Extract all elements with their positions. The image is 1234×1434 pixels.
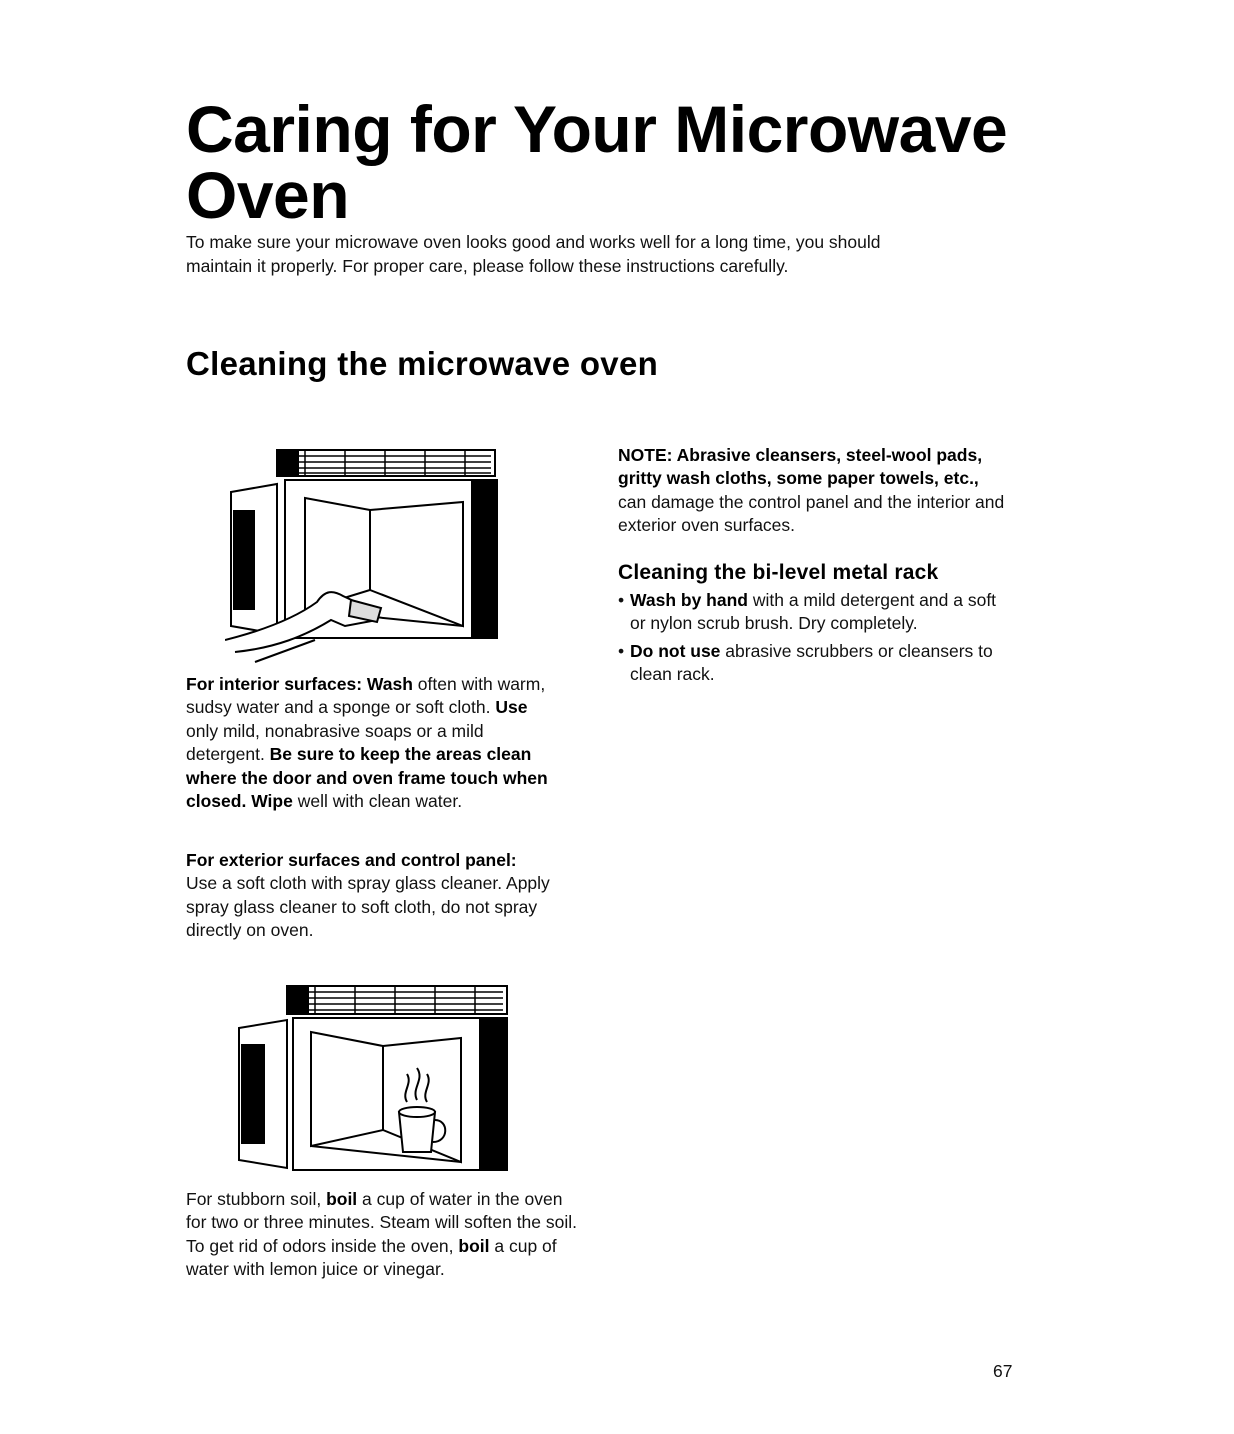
list-item: • Wash by hand with a mild detergent and a soft or nylon scrub brush. Dry completely. (618, 589, 1013, 636)
microwave-wiping-icon (225, 440, 510, 665)
rack-cleaning-heading: Cleaning the bi-level metal rack (618, 561, 939, 584)
microwave-boiling-cup-illustration (235, 980, 515, 1180)
abrasive-note: NOTE: Abrasive cleansers, steel-wool pads, gritty wash cloths, some paper towels, etc., can damage the control panel and the interior and exterior oven surfaces. (618, 445, 1005, 536)
exterior-surfaces-paragraph: For exterior surfaces and control panel: Use a soft cloth with spray glass cleaner. Apply spray glass cleaner to soft cloth, do not spray directly on oven. (186, 850, 550, 941)
stubborn-soil-paragraph: For stubborn soil, boil a cup of water in the oven for two or three minutes. Steam will soften the soil. To get rid of odors inside the oven, boil a cup of water with lemon juice or vinegar. (186, 1189, 577, 1280)
list-item: • Do not use abrasive scrubbers or cleansers to clean rack. (618, 640, 1013, 687)
microwave-wiping-illustration (225, 440, 510, 665)
rack-cleaning-list (618, 589, 1013, 691)
interior-surfaces-paragraph: For interior surfaces: Wash often with warm, sudsy water and a sponge or soft cloth. Use only mild, nonabrasive soaps or a mild detergent. Be sure to keep the areas clean where the door and oven frame touch when closed. Wipe well with clean water. (186, 674, 548, 812)
section-heading: Cleaning the microwave oven (186, 345, 659, 382)
intro-paragraph: To make sure your microwave oven looks good and works well for a long time, you should maintain it properly. For proper care, please follow these instructions carefully. (186, 232, 881, 276)
microwave-cup-steam-icon (235, 980, 515, 1180)
page-title: Caring for Your Microwave Oven (186, 92, 1008, 232)
page-number: 67 (993, 1361, 1013, 1381)
